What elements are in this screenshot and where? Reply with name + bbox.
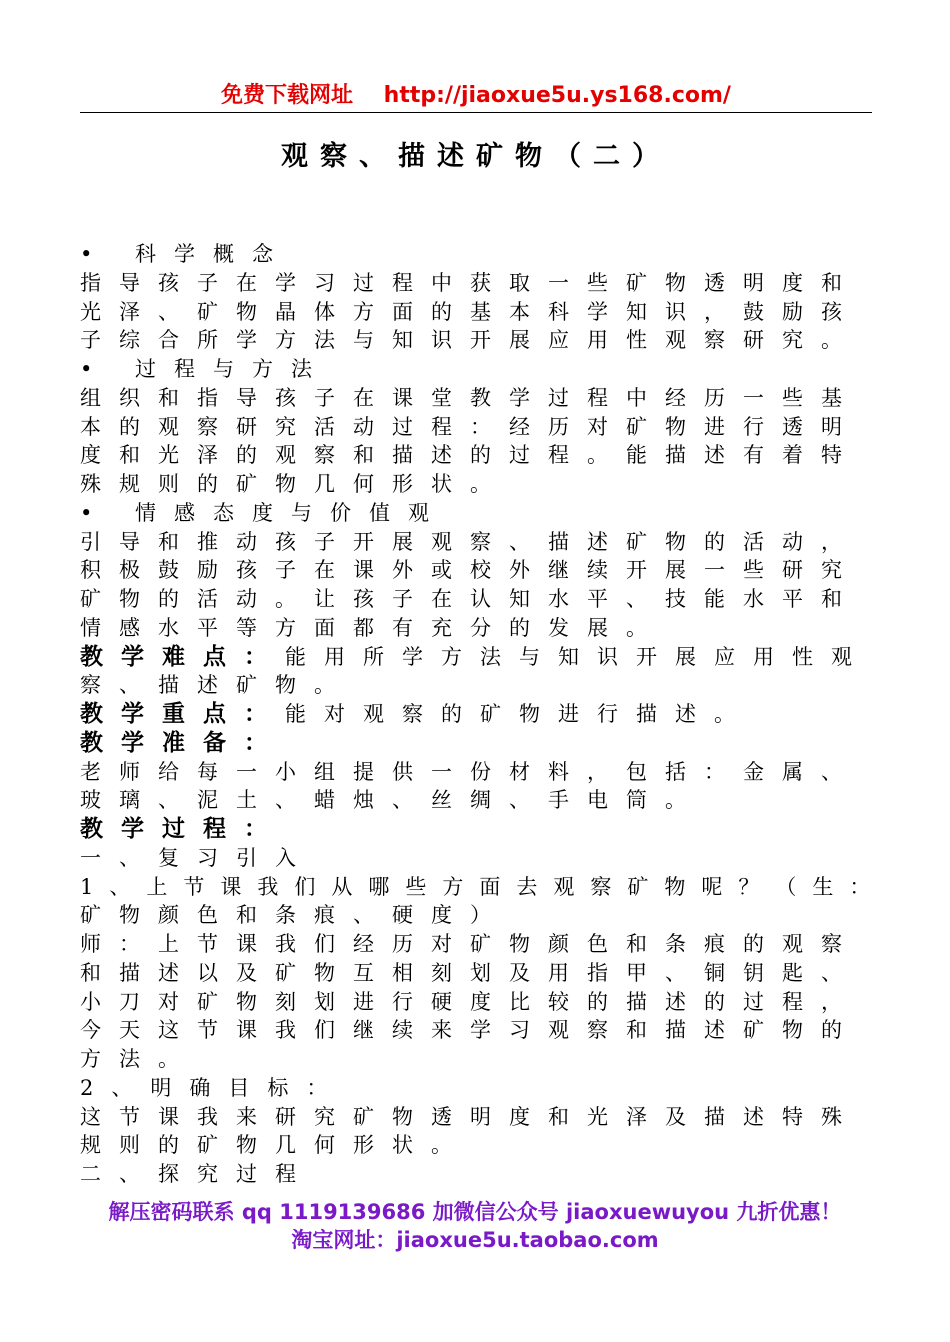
body-line: 矿物的活动。让孩子在认知水平、技能水平和: [80, 587, 860, 611]
process-text: 这节课我来研究矿物透明度和光泽及描述特殊: [80, 1104, 860, 1129]
body-line: 指导孩子在学习过程中获取一些矿物透明度和: [80, 270, 860, 295]
process-text: 方法。: [80, 1047, 197, 1071]
keypoint-line: [80, 700, 880, 729]
body-line: • 情感态度与价值观: [80, 500, 448, 525]
body-line: 情感水平等方面都有充分的发展。: [80, 615, 665, 640]
process-text: 2、明确目标：: [80, 1075, 346, 1100]
keypoint-text: 能对观察的矿物进行描述。: [285, 702, 753, 726]
body-line: 组织和指导孩子在课堂教学过程中经历一些基: [80, 385, 860, 410]
process-text: 1、上节课我们从哪些方面去观察矿物呢？（生：: [80, 874, 887, 899]
body-line: 积极鼓励孩子在课外或校外继续开展一些研究: [80, 558, 860, 583]
prep-text: 玻璃、泥土、蜡烛、丝绸、手电筒。: [80, 788, 704, 813]
difficulty-cont: 察、描述矿物。: [80, 673, 353, 698]
document-body: [80, 240, 887, 1189]
footer-contact: 解压密码联系 qq 1119139686 加微信公众号 jiaoxuewuyou 九折优惠！: [108, 1200, 842, 1224]
page-footer: [0, 1198, 950, 1254]
body-line: 引导和推动孩子开展观察、描述矿物的活动，: [80, 529, 860, 554]
body-line: • 科学概念: [80, 242, 292, 266]
process-text: 二、探究过程: [80, 1162, 314, 1186]
process-text: 小刀对矿物刻划进行硬度比较的描述的过程，: [80, 989, 860, 1014]
process-text: 一、复习引入: [80, 845, 314, 870]
prep-label: 教学准备：: [80, 729, 285, 756]
body-line: 度和光泽的观察和描述的过程。能描述有着特: [80, 443, 860, 468]
body-line: 光泽、矿物晶体方面的基本科学知识，鼓励孩: [80, 299, 860, 324]
process-text: 和描述以及矿物互相刻划及用指甲、铜钥匙、: [80, 960, 860, 985]
difficulty-text: 能用所学方法与知识开展应用性观: [285, 644, 870, 669]
prep-text: 老师给每一小组提供一份材料，包括：金属、: [80, 759, 860, 784]
process-text: 师：上节课我们经历对矿物颜色和条痕的观察: [80, 932, 860, 956]
process-line: [80, 815, 880, 844]
process-text: 规则的矿物几何形状。: [80, 1133, 470, 1158]
header-download-url[interactable]: 免费下载网址 http://jiaoxue5u.ys168.com/: [221, 83, 731, 108]
page-header: [80, 78, 872, 113]
process-text: 矿物颜色和条痕、硬度）: [80, 903, 509, 928]
process-label: 教学过程：: [80, 816, 285, 842]
body-line: 本的观察研究活动过程：经历对矿物进行透明: [80, 414, 860, 439]
body-line: • 过程与方法: [80, 357, 331, 381]
prep-line: [80, 729, 880, 758]
process-text: 今天这节课我们继续来学习观察和描述矿物的: [80, 1018, 860, 1043]
page-title: 观察、描述矿物（二）: [281, 141, 671, 172]
difficulty-label: 教学难点：: [80, 643, 285, 670]
keypoint-label: 教学重点：: [80, 701, 285, 727]
body-line: 殊规则的矿物几何形状。: [80, 472, 509, 496]
difficulty-line: [80, 643, 880, 672]
footer-shop-url[interactable]: 淘宝网址：jiaoxue5u.taobao.com: [291, 1228, 659, 1252]
body-line: 子综合所学方法与知识开展应用性观察研究。: [80, 328, 860, 353]
